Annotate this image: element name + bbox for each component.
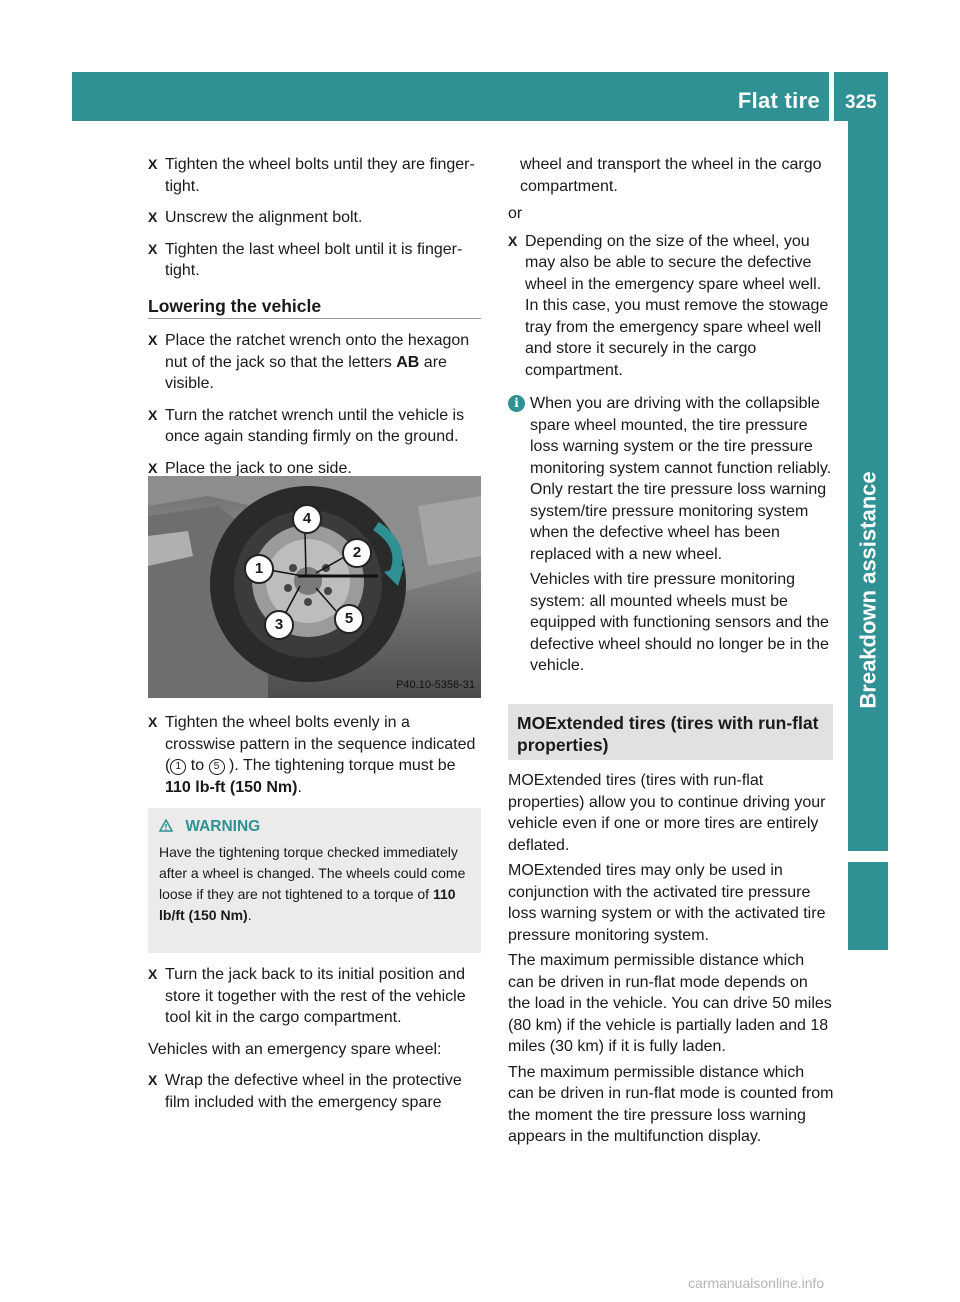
or-text: or	[508, 205, 523, 222]
right-column-bottom	[508, 770, 834, 1148]
callout-3: 3	[264, 610, 294, 640]
section-box-moextended	[508, 704, 833, 760]
watermark: carmanualsonline.info	[688, 1275, 825, 1291]
warning-text: Have the tightening torque checked immediately after a wheel is changed. The wheels could come loose if they are not tightened to a torque of 110 lb/ft (150 Nm).	[159, 844, 466, 923]
warning-box	[148, 808, 481, 953]
info-note-text-1: When you are driving with the collapsible spare wheel mounted, the tire pressure loss warning system or the tire pressure monitoring system cannot function reliably. Only restart the tire pressure loss warning system/tire pressure monitoring system when the defective wheel has been replaced with a new wheel.	[530, 395, 832, 563]
chapter-title: Flat tire	[737, 88, 820, 113]
callout-5: 5	[334, 604, 364, 634]
page-header	[72, 72, 888, 121]
page-number: 325	[845, 92, 877, 113]
paragraph-moextended-1: MOExtended tires (tires with run-flat properties) allow you to continue driving your vehicle even if one or more tires are entirely deflated.	[508, 772, 826, 854]
paragraph-moextended-3: The maximum permissible distance which can be driven in run-flat mode depends on the load in the vehicle. You can drive 50 miles (80 km) if the vehicle is partially laden and 18 miles (30 km) if it is fully laden.	[508, 952, 832, 1055]
callout-4: 4	[292, 504, 322, 534]
step-ratchet-wrench: X Place the ratchet wrench onto the hexagon nut of the jack so that the letters AB are visible.	[148, 332, 470, 392]
right-column-top	[508, 154, 834, 677]
paragraph-moextended-4: The maximum permissible distance which can be driven in run-flat mode is counted from the moment the tire pressure loss warning appears in the multifunction display.	[508, 1063, 834, 1145]
emergency-intro: Vehicles with an emergency spare wheel:	[148, 1040, 442, 1058]
warning-heading: WARNING	[159, 816, 260, 838]
figure-caption: P40.10-5356-31	[396, 678, 475, 691]
step-depending-size: X Depending on the size of the wheel, you may also be able to secure the defective wheel in the emergency spare wheel well. In this case, you must remove the stowage tray from the emergency spare wheel well and store it securely in the cargo compartment.	[508, 232, 829, 379]
step-place-jack: X Place the jack to one side.	[148, 459, 352, 477]
step-wrap-wheel: X Wrap the defective wheel in the protective film included with the emergency spare	[148, 1072, 462, 1111]
side-tab-block	[848, 862, 888, 950]
info-icon: i	[508, 395, 525, 412]
section-title-lowering: Lowering the vehicle	[148, 296, 322, 316]
section-rule	[148, 318, 481, 319]
step-lower-vehicle: X Turn the ratchet wrench until the vehicle is once again standing firmly on the ground.	[148, 406, 465, 445]
step-unscrew-bolt: X Unscrew the alignment bolt.	[148, 209, 363, 226]
left-bottom-block	[148, 964, 482, 1113]
warning-triangle-icon	[159, 819, 173, 832]
step-last-bolt: X Tighten the last wheel bolt until it is finger-tight.	[148, 240, 463, 279]
paragraph-moextended-2: MOExtended tires may only be used in conjunction with the activated tire pressure loss warning system or with the activated tire pressure monitoring system.	[508, 862, 826, 944]
step-store-jack: X Turn the jack back to its initial position and store it together with the rest of the vehicle tool kit in the cargo compartment.	[148, 966, 466, 1026]
wrap-continued: wheel and transport the wheel in the cargo compartment.	[520, 156, 822, 195]
header-divider	[829, 72, 834, 121]
step-finger-tight: X Tighten the wheel bolts until they are finger-tight.	[148, 156, 475, 195]
section-title-moextended: MOExtended tires (tires with run-flat properties)	[517, 713, 819, 755]
info-note	[508, 393, 834, 677]
wheel-bolt-figure	[148, 476, 481, 698]
step-tighten-torque: X Tighten the wheel bolts evenly in a crosswise pattern in the sequence indicated ( 1 to 5 ). The tightening torque must be 110 lb-ft (150 Nm).	[148, 714, 476, 796]
callout-2: 2	[342, 538, 372, 568]
torque-step-block	[148, 712, 482, 798]
callout-1: 1	[244, 554, 274, 584]
info-note-text-2: Vehicles with tire pressure monitoring system: all mounted wheels must be equipped with functioning sensors and the defective wheel should no longer be in the vehicle.	[530, 571, 829, 674]
